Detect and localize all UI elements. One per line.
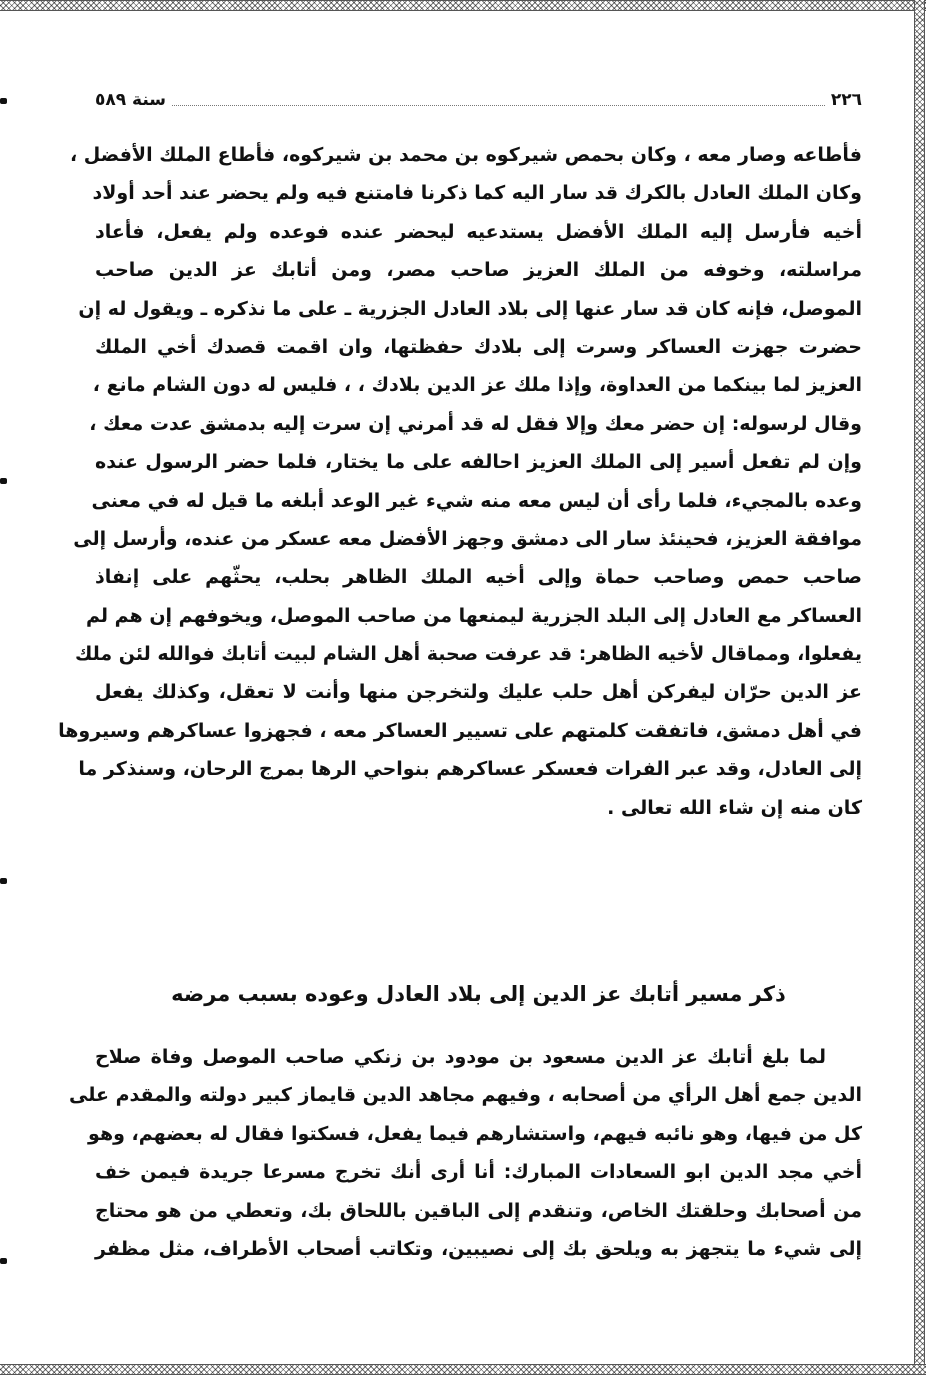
dotted-leader <box>172 95 825 106</box>
text-line: في أهل دمشق، فاتفقت كلمتهم على تسيير العساكر معه ، فجهزوا عساكرهم وسيروها <box>58 719 862 742</box>
text-line: العساكر مع العادل إلى البلد الجزرية ليمنعها من صاحب الموصل، ويخوفهم إن هم لم <box>86 604 862 627</box>
text-line: صاحب حمص وصاحب حماة وإلى أخيه الملك الظاهر بحلب، يحثّهم على إنفاذ <box>95 566 862 589</box>
text-line: وقال لرسوله: إن حضر معك وإلا فقل له قد أمرني إن سرت إليه بدمشق عدت معك ، <box>89 412 862 435</box>
text-line: أخي مجد الدين ابو السعادات المبارك: أنا أرى أنك تخرج مسرعا جريدة فيمن خف <box>95 1161 862 1184</box>
scan-edge-mark <box>0 478 7 484</box>
text-line: موافقة العزيز، فحينئذ سار الى دمشق وجهز الأفضل معه عسكر من عنده، وأرسل إلى <box>73 527 862 550</box>
text-line: مراسلته، وخوفه من الملك العزيز صاحب مصر، ومن أتابك عز الدين صاحب <box>95 259 862 282</box>
text-line: الدين جمع أهل الرأي من أصحابه ، وفيهم مجاهد الدين قايماز كبير دولته والمقدم على <box>69 1084 862 1107</box>
year-label: سنة ٥٨٩ <box>95 90 167 110</box>
text-line: كل من فيها، وهو نائبه فيهم، واستشارهم فيما يفعل، فسكتوا فقال له بعضهم، وهو <box>88 1122 862 1145</box>
text-line: أخيه فأرسل إليه الملك الأفضل يستدعيه ليحضر عنده فوعده ولم يفعل، فأعاد <box>95 220 862 243</box>
page-number: ٢٢٦ <box>830 90 862 110</box>
text-line: كان منه إن شاء الله تعالى . <box>607 796 862 819</box>
running-header <box>95 86 862 114</box>
text-line: وعده بالمجيء، فلما رأى أن ليس معه منه شيء غير الوعد أبلغه ما قيل له في معنى <box>91 489 862 512</box>
text-line: عز الدين حرّان ليفركن أهل حلب عليك ولتخرجن منها وأنت لا تعقل، وكذلك يفعل <box>95 681 862 704</box>
text-line: حضرت جهزت العساكر وسرت إلى بلادك حفظتها، وان اقمت قصدك أخي الملك <box>95 335 862 358</box>
decorative-border-bottom <box>0 1364 926 1375</box>
text-line: وكان الملك العادل بالكرك قد سار اليه كما ذكرنا فامتنع فيه ولم يحضر عند أحد أولاد <box>92 182 862 205</box>
decorative-border-right <box>914 0 925 1375</box>
text-line: العزيز لما بينكما من العداوة، وإذا ملك عز الدين بلادك ، ، فليس له دون الشام مانع ، <box>92 374 862 397</box>
scan-edge-mark <box>0 98 7 104</box>
text-line: من أصحابك وحلقتك الخاص، وتنقدم إلى الباقين باللحاق بك، وتعطي من هو محتاج <box>95 1199 862 1222</box>
decorative-border-top <box>0 0 926 11</box>
section-heading: ذكر مسير أتابك عز الدين إلى بلاد العادل وعوده بسبب مرضه <box>171 982 786 1006</box>
body-paragraph-1 <box>58 136 862 827</box>
scan-edge-mark <box>0 1258 7 1264</box>
text-line: فأطاعه وصار معه ، وكان بحمص شيركوه بن محمد بن شيركوه، فأطاع الملك الأفضل ، <box>69 144 862 166</box>
text-line: إلى شيء ما يتجهز به ويلحق بك إلى نصيبين، وتكاتب أصحاب الأطراف، مثل مظفر <box>95 1237 862 1260</box>
body-paragraph-2 <box>69 1038 862 1268</box>
text-line: وإن لم تفعل أسير إلى الملك العزيز احالفه على ما يختار، فلما حضر الرسول عنده <box>95 451 862 474</box>
text-line: لما بلغ أتابك عز الدين مسعود بن مودود بن زنكي صاحب الموصل وفاة صلاح <box>95 1046 826 1068</box>
scan-edge-mark <box>0 878 7 884</box>
text-line: الموصل، فإنه كان قد سار عنها إلى بلاد العادل الجزرية ـ على ما نذكره ـ ويقول له إن <box>78 297 862 320</box>
text-line: يفعلوا، ومماقال لأخيه الظاهر: قد عرفت صحبة أهل الشام لبيت أتابك فوالله لئن ملك <box>74 643 862 666</box>
text-line: إلى العادل، وقد عبر الفرات فعسكر عساكرهم بنواحي الرها بمرج الرحان، وسنذكر ما <box>78 758 862 781</box>
